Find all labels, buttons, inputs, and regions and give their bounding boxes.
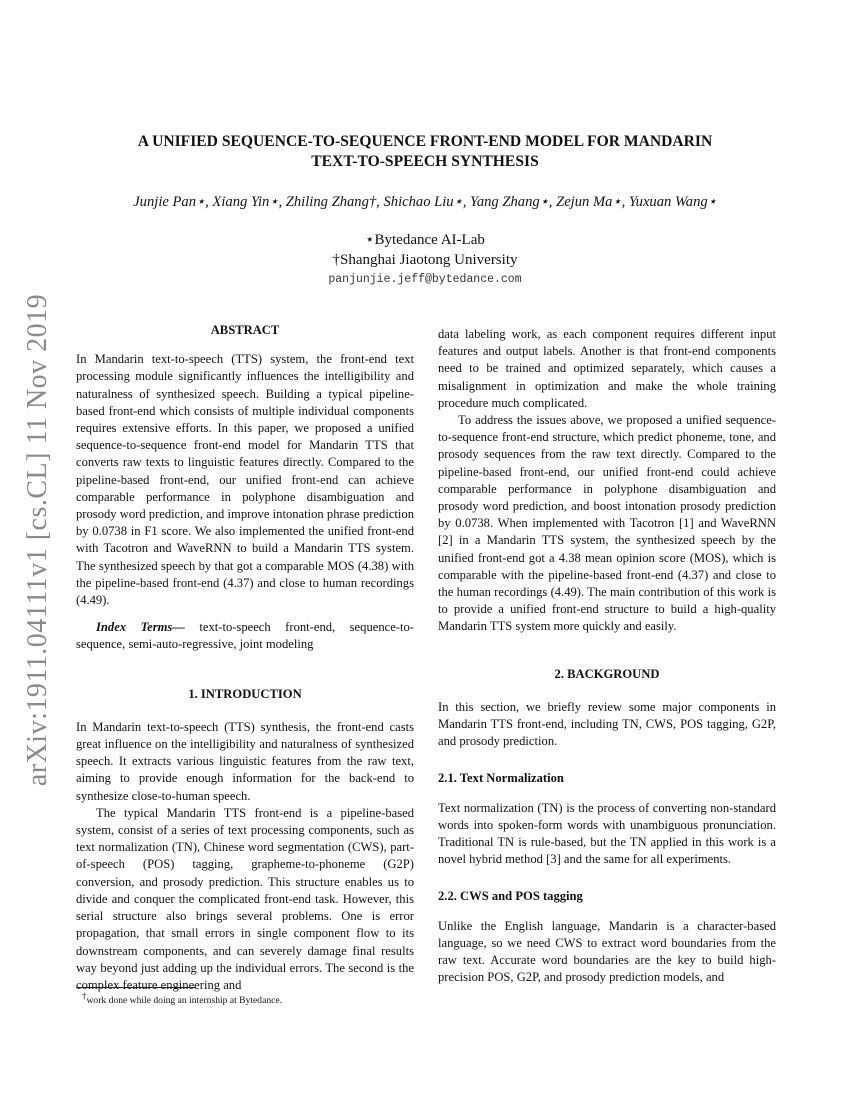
index-terms-label: Index Terms—	[96, 620, 185, 635]
abstract-text: In Mandarin text-to-speech (TTS) system, the front-end text processing module significantly influences the intelligibility and naturalness of synthesized speech. Building a typical pipeline-based front-end which consists of multiple individual components requires extensive efforts. In this paper, we proposed a unified sequence-to-sequence front-end model for Mandarin TTS that converts raw texts to linguistic features directly. Compared to the pipeline-based front-end, our unified front-end can achieve comparable performance in polyphone disambiguation and prosody word prediction, and improve intonation phrase prediction by 0.0738 in F1 score. We also implemented the unified front-end with Tacotron and WaveRNN to build a Mandarin TTS system. The synthesized speech by that got a comparable MOS (4.38) with the pipeline-based front-end (4.37) and close to human recordings (4.49).	[76, 352, 414, 608]
abstract-heading: ABSTRACT	[210, 323, 280, 337]
arxiv-identifier	[14, 290, 62, 790]
text-normalization-paragraph: Text normalization (TN) is the process of converting non-standard words into spoken-form words with unambiguous pronunciation. Traditional TN is rule-based, but the TN applied in this work is a novel hybrid method [3] and the same for all experiments.	[438, 800, 776, 867]
cws-pos-paragraph: Unlike the English language, Mandarin is a character-based language, so we need CWS to extract word boundaries from the raw text. Accurate word boundaries are the key to build high-precision POS, G2P, and prosody prediction models, and	[438, 918, 776, 985]
text-normalization-heading: 2.1. Text Normalization	[438, 771, 564, 786]
affiliations	[100, 230, 750, 270]
author-list: Junjie Pan⋆, Xiang Yin⋆, Zhiling Zhang†, Shichao Liu⋆, Yang Zhang⋆, Zejun Ma⋆, Yuxuan Wang⋆	[133, 194, 717, 210]
contact-email: panjunjie.jeff@bytedance.com	[328, 273, 522, 286]
arxiv-identifier-text: arXiv:1911.04111v1 [cs.CL] 11 Nov 2019	[22, 293, 54, 787]
affiliation-bytedance: ⋆Bytedance AI-Lab	[365, 232, 485, 248]
footnote	[82, 991, 282, 1006]
intro-paragraph-2: The typical Mandarin TTS front-end is a pipeline-based system, consist of a series of text processing components, such as text normalization (TN), Chinese word segmentation (CWS), part-of-speech (POS) tagging, grapheme-to-phoneme (G2P) conversion, and prosody prediction. This structure enables us to divide and conquer the complicated front-end task. However, this serial structure also brings several problems. One is error propagation, that small errors in single component flow to its downstream components, and can severely damage final results way beyond just adding up the individual errors. The second is the complex feature engineering and	[76, 805, 414, 992]
right-paragraph-2: To address the issues above, we proposed a unified sequence-to-sequence front-end structure, which predict phoneme, tone, and prosody sequences from the raw text directly. Compared to the pipeline-based front-end, our unified front-end could achieve comparable performance in polyphone disambiguation and prosody word prediction, and boost intonation prosody prediction by 0.0738. When implemented with Tacotron [1] and WaveRNN [2] in a Mandarin TTS system, the synthesized speech by the unified front-end got a 4.38 mean opinion score (MOS), which is comparable with the pipeline-based front-end (4.37) and close to the human recordings (4.49). The main contribution of this work is to provide a unified front-end structure to build a high-quality Mandarin TTS system more quickly and easily.	[438, 413, 776, 634]
footnote-mark: †	[82, 991, 87, 1001]
footnote-divider	[76, 987, 196, 988]
intro-paragraph-1: In Mandarin text-to-speech (TTS) synthesis, the front-end casts great influence on the intelligibility and naturalness of synthesized speech. It extracts various linguistic features from the raw text, aiming to provide enough information for the back-end to synthesize close-to-human speech.	[76, 719, 414, 803]
background-paragraph: In this section, we briefly review some major components in Mandarin TTS front-end, including TN, CWS, POS tagging, G2P, and prosody prediction.	[438, 699, 776, 749]
index-terms	[76, 619, 414, 653]
left-column	[76, 322, 414, 994]
title-line-2: TEXT-TO-SPEECH SYNTHESIS	[311, 153, 539, 170]
introduction-heading: 1. INTRODUCTION	[188, 686, 302, 701]
right-paragraph-1: data labeling work, as each component requires different input features and output labels. Another is that front-end components need to be trained and optimized separately, which causes a misalignment in optimization and make the whole training procedure much complicated.	[438, 327, 776, 410]
background-heading: 2. BACKGROUND	[554, 666, 660, 681]
right-column	[438, 326, 776, 987]
footnote-text: work done while doing an internship at Bytedance.	[86, 995, 283, 1007]
title-line-1: A UNIFIED SEQUENCE-TO-SEQUENCE FRONT-END MODEL FOR MANDARIN	[137, 133, 713, 150]
cws-pos-heading: 2.2. CWS and POS tagging	[438, 889, 583, 904]
index-terms-text: text-to-speech front-end, sequence-to-sequence, semi-auto-regressive, joint modeling	[76, 620, 414, 652]
affiliation-sjtu: †Shanghai Jiaotong University	[332, 252, 518, 268]
paper-title	[100, 132, 750, 172]
